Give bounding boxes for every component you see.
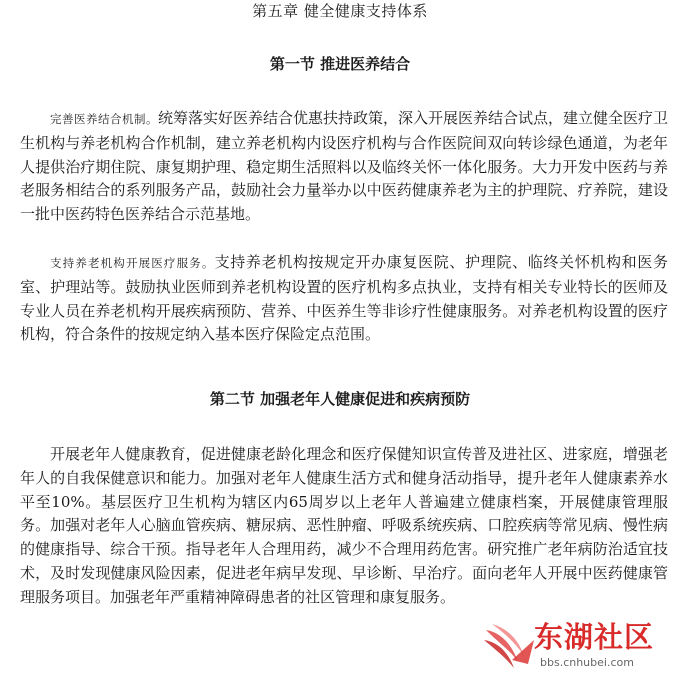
paragraph-lead: 完善医养结合机制。 (50, 112, 158, 126)
paragraph-medical-care-mechanism (20, 107, 668, 227)
paragraph-body: 统筹落实好医养结合优惠扶持政策，深入开展医养结合试点，建立健全医疗卫生机构与养老机构合作机制，建立养老机构内设医疗机构与合作医院间双向转诊绿色通道，为老年人提供治疗期住院、康复期护理、稳定期生活照料以及临终关怀一体化服务。大力开发中医药与养老服务相结合的系列服务产品，鼓励社会力量举办以中医药健康养老为主的护理院、疗养院，建设一批中医药特色医养结合示范基地。 (20, 109, 669, 224)
paragraph-support-institutions (20, 251, 668, 347)
paragraph-body: 支持养老机构按规定开办康复医院、护理院、临终关怀机构和医务室、护理站等。鼓励执业医师到养老机构设置的医疗机构多点执业，支持有相关专业特长的医师及专业人员在养老机构开展疾病预防、营养、中医养生等非诊疗性健康服务。对养老机构设置的医疗机构，符合条件的按规定纳入基本医疗保险定点范围。 (20, 253, 668, 344)
watermark (482, 620, 672, 676)
section-title-health-promotion: 第二节 加强老年人健康促进和疾病预防 (209, 390, 471, 408)
paragraph-lead: 支持养老机构开展医疗服务。 (50, 256, 215, 270)
paragraph-health-promotion: 开展老年人健康教育，促进健康老龄化理念和医疗保健知识宣传普及进社区、进家庭，增强老年人的自我保健意识和能力。加强对老年人健康生活方式和健身活动指导，提升老年人健康素养水平至10%。基层医疗卫生机构为辖区内65周岁以上老年人普遍建立健康档案，开展健康管理服务。加强对老年人心脑血管疾病、糖尿病、恶性肿瘤、呼吸系统疾病、口腔疾病等常见病、慢性病的健康指导、综合干预。指导老年人合理用药，减少不合理用药危害。研究推广老年病防治适宜技术，及时发现健康风险因素，促进老年病早发现、早诊断、早治疗。面向老年人开展中医药健康管理服务项目。加强老年严重精神障碍患者的社区管理和康复服务。 (20, 445, 668, 606)
section-title-medical-elderly-care: 第一节 推进医养结合 (269, 55, 411, 73)
watermark-brand-name: 东湖社区 (534, 620, 655, 654)
wing-logo-icon (482, 622, 536, 672)
watermark-url: bbs.cnhubei.com (540, 656, 634, 669)
chapter-title: 第五章 健全健康支持体系 (252, 2, 428, 20)
